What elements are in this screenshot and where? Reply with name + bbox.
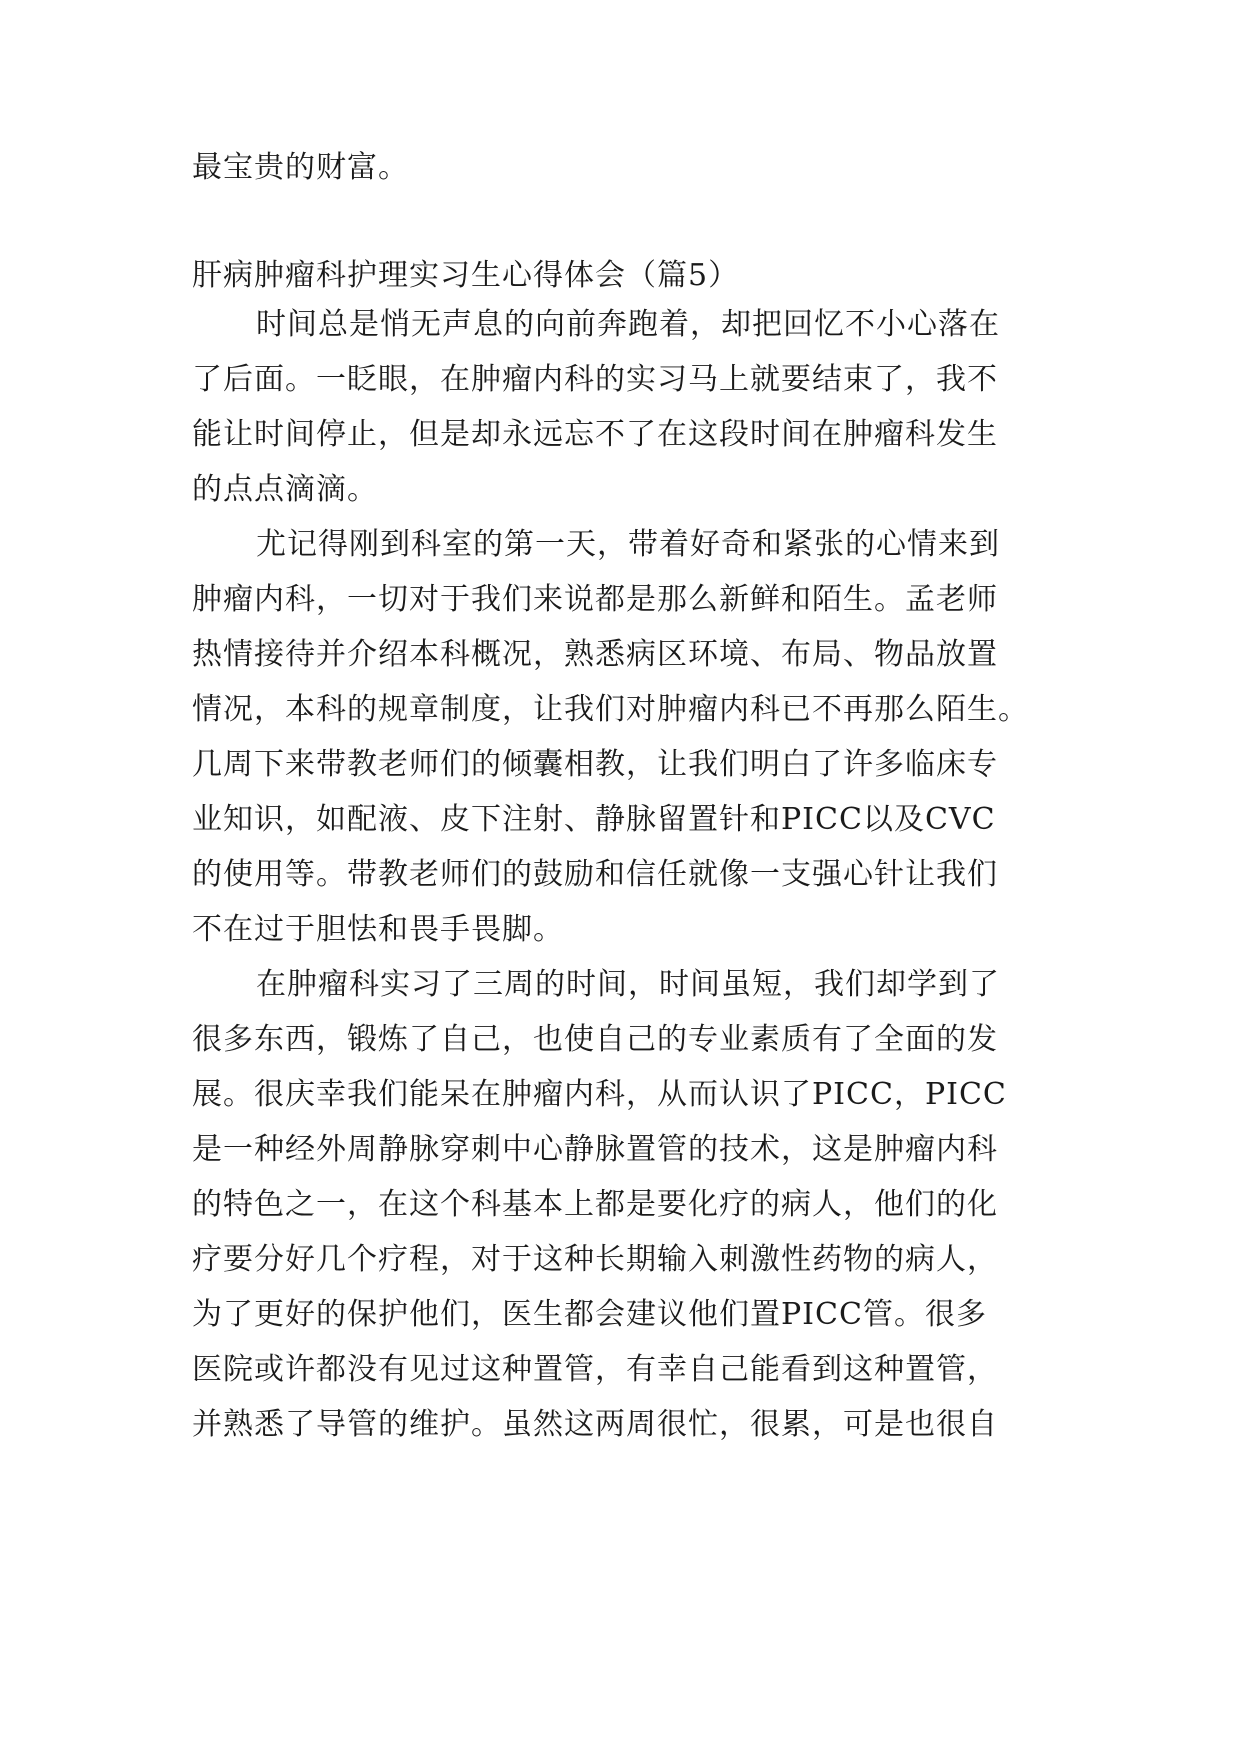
paragraph-2-line-3: 热情接待并介绍本科概况，熟悉病区环境、布局、物品放置 xyxy=(192,637,998,672)
paragraph-3-line-6: 疗要分好几个疗程，对于这种长期输入刺激性药物的病人， xyxy=(192,1242,998,1277)
paragraph-1-line-4: 的点点滴滴。 xyxy=(192,472,378,507)
section-heading: 肝病肿瘤科护理实习生心得体会（篇5） xyxy=(192,258,740,293)
paragraph-1-line-2: 了后面。一眨眼，在肿瘤内科的实习马上就要结束了，我不 xyxy=(192,362,998,397)
paragraph-2-line-6: 业知识，如配液、皮下注射、静脉留置针和PICC以及CVC xyxy=(192,802,996,837)
paragraph-2-line-1: 尤记得刚到科室的第一天，带着好奇和紧张的心情来到 xyxy=(256,527,1000,562)
paragraph-2-line-4: 情况，本科的规章制度，让我们对肿瘤内科已不再那么陌生。 xyxy=(192,692,1029,727)
paragraph-2-line-5: 几周下来带教老师们的倾囊相教，让我们明白了许多临床专 xyxy=(192,747,998,782)
paragraph-1-line-1: 时间总是悄无声息的向前奔跑着，却把回忆不小心落在 xyxy=(256,307,1000,342)
paragraph-2-line-8: 不在过于胆怯和畏手畏脚。 xyxy=(192,912,564,947)
paragraph-3-line-5: 的特色之一，在这个科基本上都是要化疗的病人，他们的化 xyxy=(192,1187,998,1222)
closing-line: 最宝贵的财富。 xyxy=(192,150,409,185)
paragraph-3-line-4: 是一种经外周静脉穿刺中心静脉置管的技术，这是肿瘤内科 xyxy=(192,1132,998,1167)
paragraph-3-line-8: 医院或许都没有见过这种置管，有幸自己能看到这种置管， xyxy=(192,1352,998,1387)
paragraph-2-line-2: 肿瘤内科，一切对于我们来说都是那么新鲜和陌生。孟老师 xyxy=(192,582,998,617)
paragraph-3-line-9: 并熟悉了导管的维护。虽然这两周很忙，很累，可是也很自 xyxy=(192,1407,998,1442)
paragraph-3-line-1: 在肿瘤科实习了三周的时间，时间虽短，我们却学到了 xyxy=(256,967,1000,1002)
paragraph-3-line-3: 展。很庆幸我们能呆在肿瘤内科，从而认识了PICC，PICC xyxy=(192,1077,1007,1112)
paragraph-3-line-2: 很多东西，锻炼了自己，也使自己的专业素质有了全面的发 xyxy=(192,1022,998,1057)
paragraph-1-line-3: 能让时间停止，但是却永远忘不了在这段时间在肿瘤科发生 xyxy=(192,417,998,452)
paragraph-2-line-7: 的使用等。带教老师们的鼓励和信任就像一支强心针让我们 xyxy=(192,857,998,892)
paragraph-3-line-7: 为了更好的保护他们，医生都会建议他们置PICC管。很多 xyxy=(192,1297,987,1332)
